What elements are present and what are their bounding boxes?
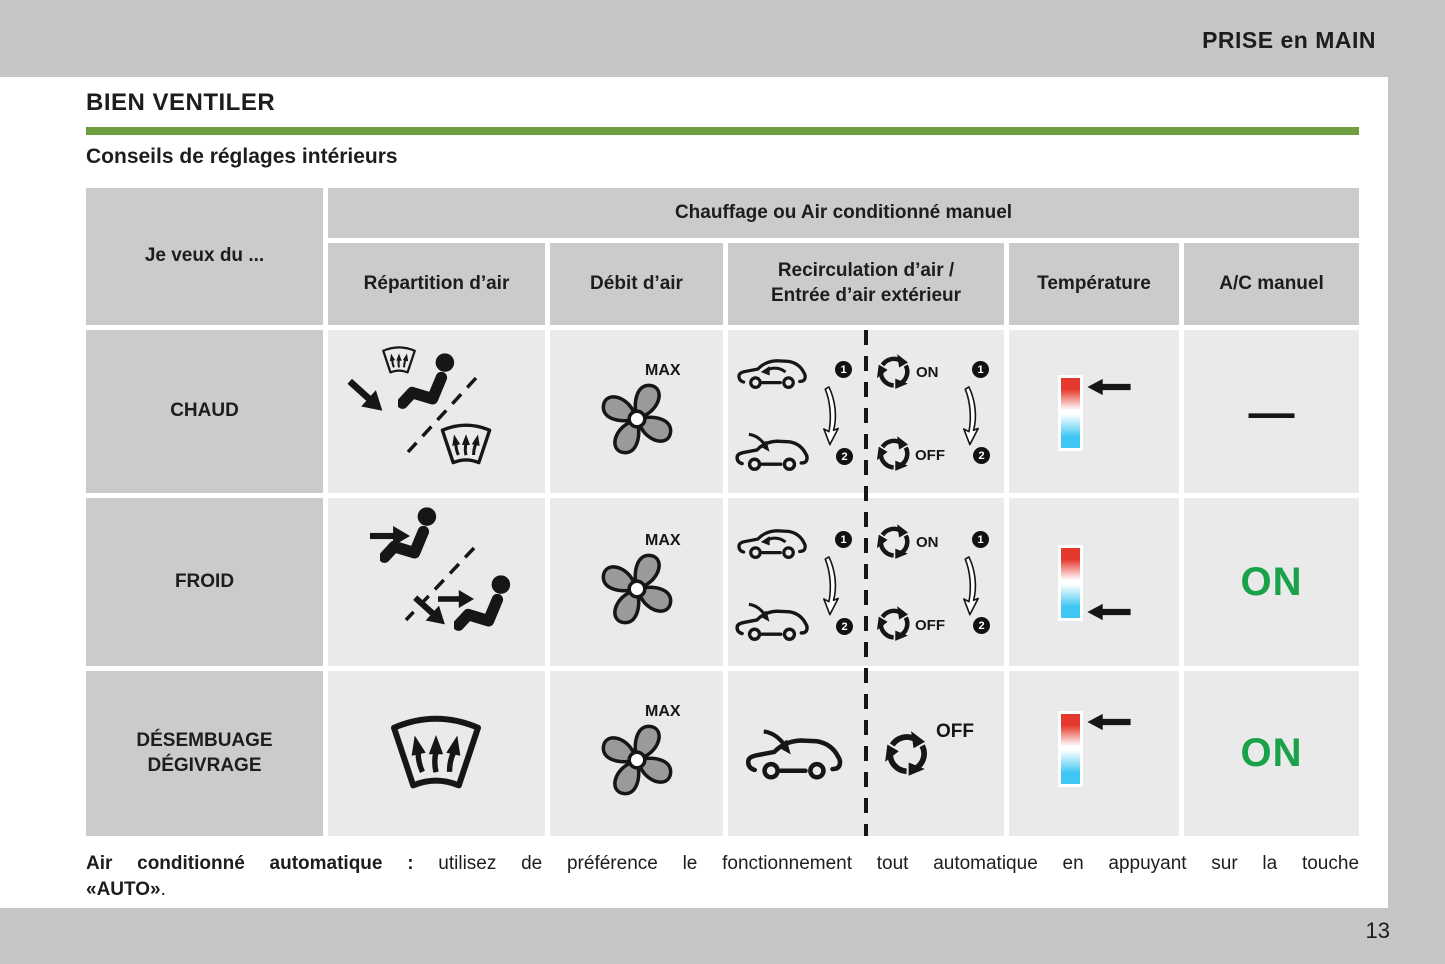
cell-desembuage-repartition [328,671,545,836]
col-header-repartition: Répartition d’air [328,243,545,325]
temperature-arrow-icon [1087,378,1131,396]
recirculation-loop-icon [873,603,915,645]
recirc-off-label: OFF [915,617,945,634]
curved-arrow-icon [956,550,980,622]
defrost-windshield-icon [434,414,498,468]
right-margin [1388,77,1445,908]
recirculation-loop-icon [873,433,915,475]
car-fresh-air-icon [734,602,810,644]
section-subtitle: Conseils de réglages intérieurs [86,145,398,168]
footnote [86,851,1359,903]
ac-on-label: ON [1240,559,1303,604]
cell-froid-ac [1184,498,1359,666]
car-fresh-air-icon [744,729,844,783]
airflow-arrow-icon [342,372,391,419]
curved-arrow-icon [956,380,980,452]
fan-max-label: MAX [645,532,681,549]
footnote-line2 [86,877,1359,903]
col-header-recirculation-line2: Entrée d’air extérieur [770,285,962,306]
row-label-desembuage-line2: DÉGIVRAGE [147,754,262,776]
cell-desembuage-debit [550,671,723,836]
step-badge: 1 [835,531,852,548]
step-badge: 1 [972,531,989,548]
temperature-arrow-icon [1087,603,1131,621]
step-badge: 1 [835,361,852,378]
car-recirculation-icon [736,352,808,392]
cell-desembuage-ac [1184,671,1359,836]
curved-arrow-icon [816,380,840,452]
footnote-text: utilisez de préférence le fonctionnement tout automatique en appuyant sur la touche [413,853,1360,874]
recirc-off-label: OFF [936,721,974,742]
green-divider [86,127,1359,135]
dashed-column-divider [864,330,868,836]
car-recirculation-icon [736,522,808,562]
temperature-bar [1058,711,1083,787]
row-label-chaud: CHAUD [86,330,323,493]
fan-icon [594,376,680,462]
step-badge: 2 [973,447,990,464]
step-badge: 2 [973,617,990,634]
recirculation-loop-icon [873,521,915,563]
row-label-desembuage-line1: DÉSEMBUAGE [136,729,273,751]
chapter-title: PRISE en MAIN [1202,27,1376,53]
fan-icon [594,546,680,632]
row-label-desembuage [86,671,323,836]
row-header-je-veux-du: Je veux du ... [86,188,323,325]
recirc-on-label: ON [916,534,939,551]
temperature-bar [1058,545,1083,621]
fan-max-label: MAX [645,703,681,720]
recirc-on-label: ON [916,364,939,381]
col-header-ac-manuel: A/C manuel [1184,243,1359,325]
step-badge: 1 [972,361,989,378]
fan-icon [594,717,680,803]
recirculation-loop-icon [880,727,934,781]
top-banner [0,0,1445,77]
fan-max-label: MAX [645,362,681,379]
step-badge: 2 [836,618,853,635]
recirc-off-label: OFF [915,447,945,464]
cell-chaud-ac [1184,330,1359,493]
cell-chaud-debit [550,330,723,493]
footnote-auto-keyword: «AUTO» [86,879,161,900]
cell-froid-temperature [1009,498,1179,666]
col-header-recirculation [728,243,1004,325]
recirculation-loop-icon [873,351,915,393]
bottom-banner [0,908,1445,964]
col-header-temperature: Température [1009,243,1179,325]
temperature-arrow-icon [1087,713,1131,731]
curved-arrow-icon [816,550,840,622]
footnote-period: . [160,879,166,900]
ac-on-label: ON [1240,731,1303,775]
row-label-froid: FROID [86,498,323,666]
footnote-bold-lead: Air conditionné automatique : [86,853,414,874]
step-badge: 2 [836,448,853,465]
col-header-debit: Débit d’air [550,243,723,325]
footnote-line1 [86,851,1359,877]
cell-chaud-repartition [328,330,545,493]
cell-chaud-temperature [1009,330,1179,493]
group-header-chauffage: Chauffage ou Air conditionné manuel [328,188,1359,238]
page-number: 13 [1365,918,1390,943]
page-title: BIEN VENTILER [86,89,276,116]
seated-person-icon [454,574,516,649]
cell-froid-repartition [328,498,545,666]
ventilation-settings-table [86,188,1359,836]
defrost-windshield-icon [380,699,492,795]
ac-off-dash: — [1248,385,1295,438]
cell-desembuage-temperature [1009,671,1179,836]
cell-froid-debit [550,498,723,666]
col-header-recirculation-line1: Recirculation d’air / [777,260,955,282]
car-fresh-air-icon [734,432,810,474]
temperature-bar [1058,375,1083,451]
